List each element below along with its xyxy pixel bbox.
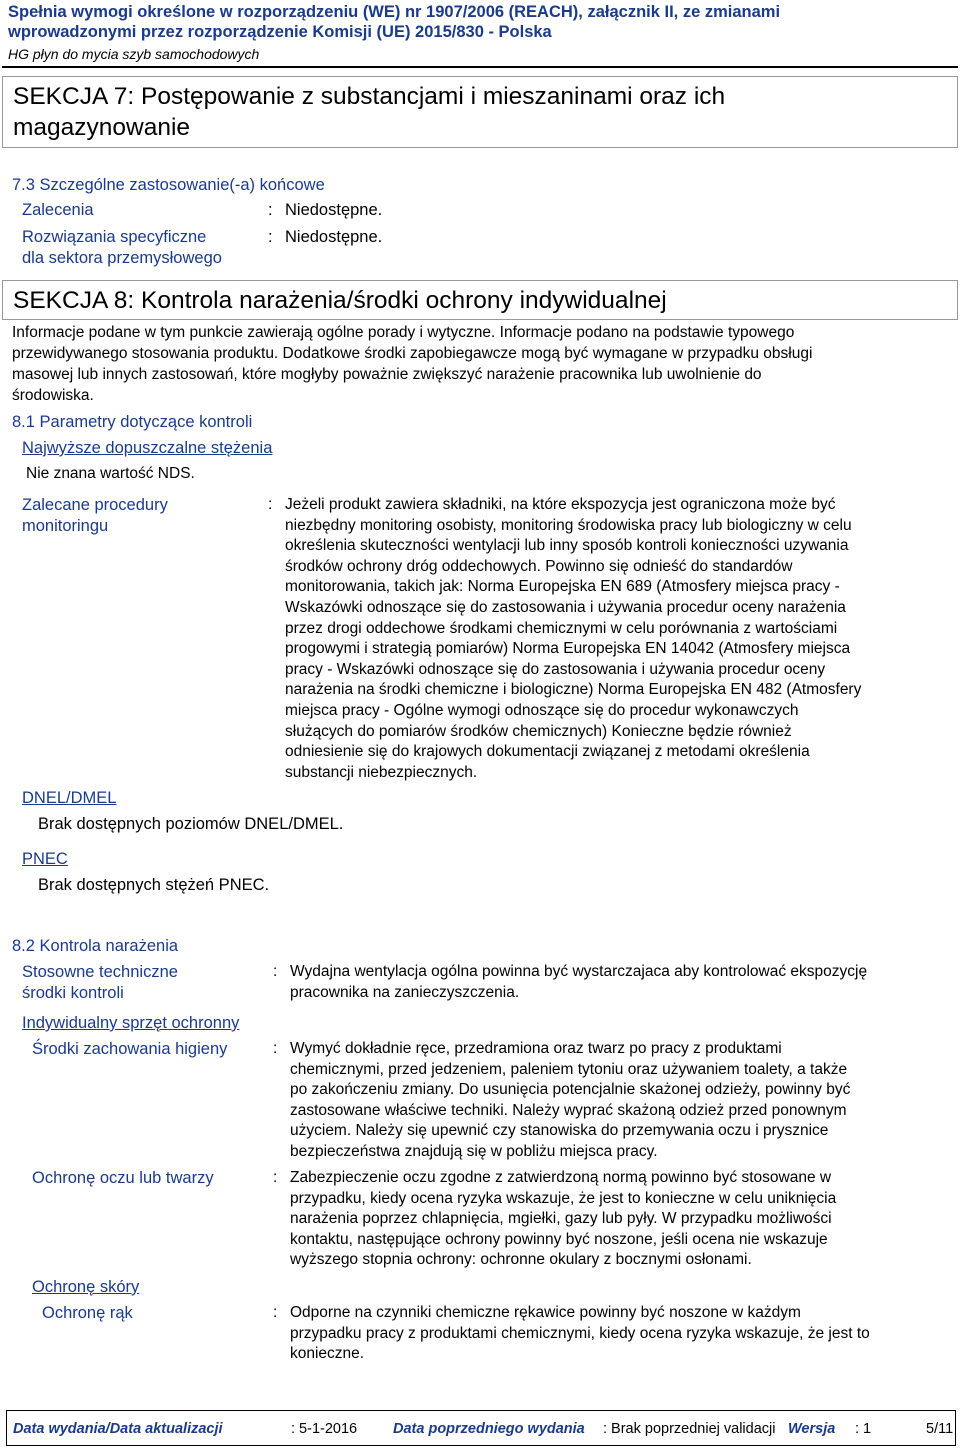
footer-prev-value: : Brak poprzedniej validacji <box>603 1421 776 1437</box>
hygiene-label: Środki zachowania higieny <box>32 1040 228 1058</box>
eye-colon: : <box>273 1169 278 1186</box>
eye-line: przypadku, kiedy ocena ryzyka wskazuje, że jest to konieczne w celu uniknięcia <box>290 1189 837 1207</box>
rozwiazania-value: Niedostępne. <box>285 228 383 246</box>
eye-label: Ochronę oczu lub twarzy <box>32 1169 214 1187</box>
eye-line: kontaktu, następujące ochrony powinny być noszone, jeśli ocena nie wskazuje <box>290 1230 828 1248</box>
footer-issue-value: : 5-1-2016 <box>291 1421 358 1437</box>
footer-version-label: Wersja <box>788 1421 836 1437</box>
zalecenia-label: Zalecenia <box>22 201 94 219</box>
hygiene-line: Wymyć dokładnie ręce, przedramiona oraz twarz po pracy z produktami <box>290 1040 782 1057</box>
tech-line: Wydajna wentylacja ogólna powinna być wystarczajaca aby kontrolować ekspozycję <box>290 963 868 980</box>
dnel-text: Brak dostępnych poziomów DNEL/DMEL. <box>38 815 344 833</box>
zalecenia-colon: : <box>268 201 273 219</box>
hygiene-line: chemicznymi, przed jedzeniem, paleniem tytoniu oraz używaniem toalety, a także <box>290 1060 848 1078</box>
hygiene-line: bezpieczeństwa znajdują się w pobliżu miejsca pracy. <box>290 1142 658 1160</box>
pnec-text: Brak dostępnych stężeń PNEC. <box>38 876 270 894</box>
section-8-intro-line-2: przewidywanego stosowania produktu. Dodatkowe środki zapobiegawcze mogą być wymagane w przypadku obsługi <box>12 345 813 362</box>
tech-label-line-2: środki kontroli <box>22 984 124 1002</box>
hygiene-line: zastosowane właściwe techniki. Należy wyprać skażoną odzież przed ponownym <box>290 1101 847 1119</box>
section-7-title-line-1: SEKCJA 7: Postępowanie z substancjami i mieszaninami oraz ich <box>13 83 726 110</box>
section-8-title-box <box>2 280 958 320</box>
product-name: HG płyn do mycia szyb samochodowych <box>8 46 260 62</box>
header-rule <box>2 66 958 68</box>
tech-colon: : <box>273 963 278 980</box>
tech-label-line-1: Stosowne techniczne <box>22 963 178 981</box>
eye-text <box>290 1168 836 1271</box>
hand-colon: : <box>273 1304 278 1321</box>
monitoring-line: pracy - Wskazówki odnoszące się do zastosowania i używania procedur oceny <box>285 660 826 678</box>
footer-prev-label: Data poprzedniego wydania <box>393 1421 585 1437</box>
hand-line: przypadku pracy z produktami chemicznymi, kiedy ocena ryzyka wskazuje, że jest to <box>290 1324 870 1342</box>
monitoring-line: określenia skuteczności wentylacji lub inny sposób kontroli konieczności uzywania <box>285 537 849 555</box>
section-8-intro-line-3: masowej lub innych zastosowań, które mogłyby poważnie zwiększyć narażenie pracownika lub uwolnienie do <box>12 366 762 383</box>
subsection-7-3-heading: 7.3 Szczególne zastosowanie(-a) końcowe <box>12 176 325 194</box>
footer-page-number: 5/11 <box>926 1421 954 1437</box>
monitoring-line: służących do pomiarów środków chemicznych) Konieczne będzie również <box>285 722 792 740</box>
section-8-title: SEKCJA 8: Kontrola narażenia/środki ochrony indywidualnej <box>13 287 667 314</box>
regulation-line-1: Spełnia wymogi określone w rozporządzeniu (WE) nr 1907/2006 (REACH), załącznik II, ze zmianami <box>8 3 781 21</box>
section-8-intro-line-4: środowiska. <box>12 387 94 404</box>
subsection-8-2-heading: 8.2 Kontrola narażenia <box>12 937 179 955</box>
monitoring-line: odniesienie się do krajowych dokumentacji związanej z metodami określenia <box>285 743 810 761</box>
ppe-heading: Indywidualny sprzęt ochronny <box>22 1014 240 1032</box>
eye-line: narażenia poprzez chlapnięcia, mgiełki, gazy lub pyły. W przypadku możliwości <box>290 1210 832 1228</box>
monitoring-line: środków ochrony dróg oddechowych. Powinno się odnieść do standardów <box>285 557 793 575</box>
page-footer <box>6 1410 956 1446</box>
monitoring-text <box>285 495 955 783</box>
monitoring-line: przez drogi oddechowe środkami chemicznymi w celu porównania z wartościami <box>285 619 838 637</box>
nds-heading: Najwyższe dopuszczalne stężenia <box>22 439 273 457</box>
dnel-heading: DNEL/DMEL <box>22 789 117 807</box>
monitoring-line: Wskazówki odnoszące się do zastosowania i używania procedur oceny narażenia <box>285 598 846 616</box>
section-7-title-line-2: magazynowanie <box>13 114 191 141</box>
rozwiazania-colon: : <box>268 228 273 246</box>
monitoring-line: narażenia na środki chemiczne i biologiczne) Norma Europejska EN 482 (Atmosfery <box>285 681 862 699</box>
hand-text <box>290 1303 870 1365</box>
footer-version-value: : 1 <box>855 1421 872 1437</box>
hygiene-line: po zakończeniu zmiany. Do usunięcia potencjalnie skażonej odzieży, powinny być <box>290 1081 851 1099</box>
monitoring-line: substancji niebezpiecznych. <box>285 763 478 781</box>
monitoring-line: miejsca pracy - Ogólne wymogi odnoszące się do procedur wykonawczych <box>285 701 799 719</box>
nds-text: Nie znana wartość NDS. <box>26 465 195 482</box>
pnec-heading: PNEC <box>22 850 68 868</box>
section-7-title-box <box>2 76 958 148</box>
hygiene-line: użyciem. Należy się upewnić czy stanowiska do przemywania oczu i prysznice <box>290 1122 829 1140</box>
hand-label: Ochronę rąk <box>42 1304 133 1322</box>
monitoring-line: monitorowania, takich jak: Norma Europejska EN 689 (Atmosfery miejsca pracy - <box>285 578 840 596</box>
monitoring-label-line-1: Zalecane procedury <box>22 496 168 514</box>
monitoring-line: Jeżeli produkt zawiera składniki, na które ekspozycja jest ograniczona może być <box>285 496 836 513</box>
rozwiazania-label-line-1: Rozwiązania specyficzne <box>22 228 207 246</box>
hygiene-text <box>290 1039 850 1163</box>
rozwiazania-label-line-2: dla sektora przemysłowego <box>22 249 222 267</box>
footer-issue-label: Data wydania/Data aktualizacji <box>13 1421 223 1437</box>
eye-line: Zabezpieczenie oczu zgodne z zatwierdzoną normą powinno być stosowane w <box>290 1169 832 1186</box>
tech-line: pracownika na zanieczyszczenia. <box>290 983 520 1001</box>
hygiene-colon: : <box>273 1040 278 1057</box>
regulation-line-2: wprowadzonymi przez rozporządzenie Komisji (UE) 2015/830 - Polska <box>8 23 552 41</box>
monitoring-line: progowymi i strategią pomiarów) Norma Europejska EN 14042 (Atmosfery miejsca <box>285 640 851 658</box>
tech-text <box>290 962 867 1003</box>
monitoring-colon: : <box>268 496 273 513</box>
hand-line: konieczne. <box>290 1345 365 1363</box>
zalecenia-value: Niedostępne. <box>285 201 383 219</box>
hand-line: Odporne na czynniki chemiczne rękawice powinny być noszone w każdym <box>290 1304 801 1321</box>
monitoring-label-line-2: monitoringu <box>22 517 109 535</box>
subsection-8-1-heading: 8.1 Parametry dotyczące kontroli <box>12 413 253 431</box>
monitoring-line: niezbędny monitoring osobisty, monitoring środowiska pracy lub biologiczny w celu <box>285 516 852 534</box>
skin-heading: Ochronę skóry <box>32 1278 140 1296</box>
eye-line: wyższego stopnia ochrony: ochronne okulary z bocznymi osłonami. <box>290 1251 752 1269</box>
section-8-intro-line-1: Informacje podane w tym punkcie zawierają ogólne porady i wytyczne. Informacje podano na podstawie typowego <box>12 324 795 341</box>
